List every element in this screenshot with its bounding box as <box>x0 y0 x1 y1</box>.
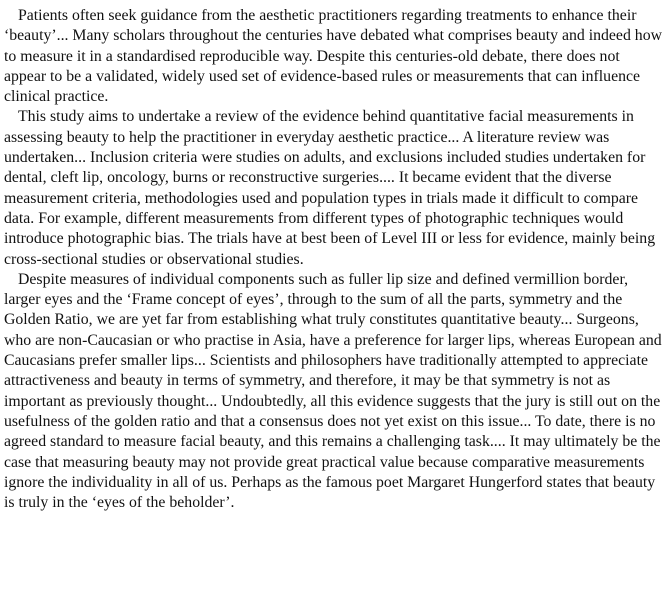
document-body <box>4 6 662 513</box>
paragraph-1: Patients often seek guidance from the aesthetic practitioners regarding treatments to enhance their ‘beauty’... Many scholars throughout the centuries have debated what comprises beauty and indeed how to measure it in a standardised reproducible way. Despite this centuries-old debate, there does not appear to be a validated, widely used set of evidence-based rules or measurements that can influence clinical practice. <box>4 7 663 106</box>
paragraph-3: Despite measures of individual components such as fuller lip size and defined vermillion border, larger eyes and the ‘Frame concept of eyes’, through to the sum of all the parts, symmetry and the Golden Ratio, we are yet far from establishing what truly constitutes quantitative beauty... Surgeons, who are non-Caucasian or who practise in Asia, have a preference for larger lips, whereas European and Caucasians prefer smaller lips... Scientists and philosophers have traditionally attempted to appreciate attractiveness and beauty in terms of symmetry, and therefore, it may be that symmetry is not as important as previously thought... Undoubtedly, all this evidence suggests that the jury is still out on the usefulness of the golden ratio and that a consensus does not yet exist on this issue... To date, there is no agreed standard to measure facial beauty, and this remains a challenging task.... It may ultimately be the case that measuring beauty may not provide great practical value because comparative measurements ignore the individuality in all of us. Perhaps as the famous poet Margaret Hungerford states that beauty is truly in the ‘eyes of the beholder’. <box>4 270 662 512</box>
paragraph-2: This study aims to undertake a review of the evidence behind quantitative facial measurements in assessing beauty to help the practitioner in everyday aesthetic practice... A literature review was undertaken... Inclusion criteria were studies on adults, and exclusions included studies undertaken for dental, cleft lip, oncology, burns or reconstructive surgeries.... It became evident that the diverse measurement criteria, methodologies used and population types in trials made it difficult to compare data. For example, different measurements from different types of photographic techniques would introduce photographic bias. The trials have at best been of Level III or less for evidence, mainly being cross-sectional studies or observational studies. <box>4 108 656 268</box>
